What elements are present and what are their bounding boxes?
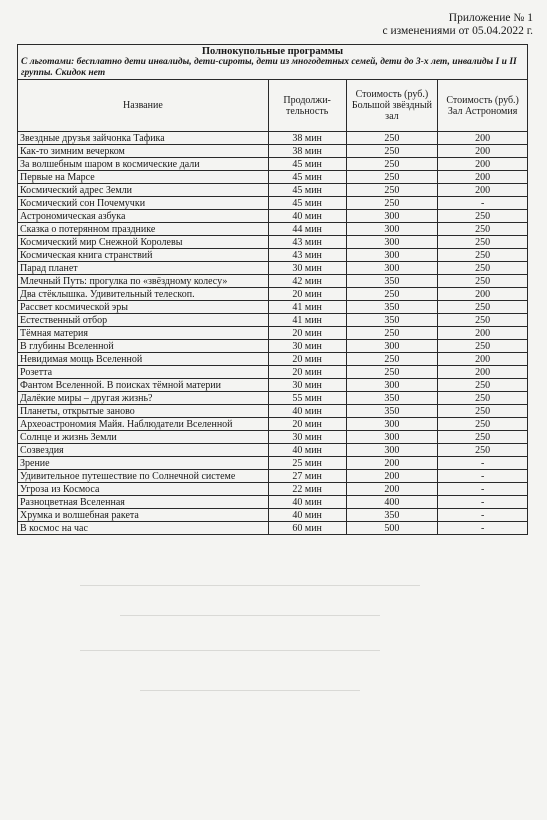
table-row — [18, 197, 528, 210]
duration-cell: 41 мин — [268, 301, 346, 314]
table-row — [18, 249, 528, 262]
duration-cell: 38 мин — [268, 145, 346, 158]
price-big-hall-cell: 350 — [346, 392, 438, 405]
price-big-hall-cell: 250 — [346, 366, 438, 379]
table-row — [18, 353, 528, 366]
price-big-hall-cell: 300 — [346, 418, 438, 431]
price-big-hall-cell: 250 — [346, 327, 438, 340]
duration-cell: 45 мин — [268, 158, 346, 171]
duration-cell: 27 мин — [268, 470, 346, 483]
duration-cell: 30 мин — [268, 379, 346, 392]
price-big-hall-cell: 250 — [346, 158, 438, 171]
program-name-cell: Сказка о потерянном празднике — [18, 223, 269, 236]
price-astronomy-hall-cell: 200 — [438, 366, 528, 379]
price-big-hall-cell: 250 — [346, 171, 438, 184]
program-name-cell: Невидимая мощь Вселенной — [18, 353, 269, 366]
table-row — [18, 145, 528, 158]
program-name-cell: Разноцветная Вселенная — [18, 496, 269, 509]
table-row — [18, 483, 528, 496]
benefits-note: С льготами: бесплатно дети инвалиды, дети-сироты, дети из многодетных семей, дети до 3-х лет, инвалиды I и II группы. Скидок нет — [21, 57, 517, 78]
program-name-cell: Звездные друзья зайчонка Тафика — [18, 132, 269, 145]
price-astronomy-hall-cell: 200 — [438, 158, 528, 171]
price-big-hall-cell: 400 — [346, 496, 438, 509]
table-row — [18, 496, 528, 509]
duration-cell: 41 мин — [268, 314, 346, 327]
price-big-hall-cell: 300 — [346, 444, 438, 457]
price-astronomy-hall-cell: 250 — [438, 444, 528, 457]
price-big-hall-cell: 500 — [346, 522, 438, 535]
program-name-cell: Парад планет — [18, 262, 269, 275]
program-name-cell: Астрономическая азбука — [18, 210, 269, 223]
price-big-hall-cell: 300 — [346, 210, 438, 223]
price-big-hall-cell: 350 — [346, 301, 438, 314]
price-astronomy-hall-cell: 200 — [438, 171, 528, 184]
price-astronomy-hall-cell: 200 — [438, 288, 528, 301]
price-big-hall-cell: 250 — [346, 132, 438, 145]
appendix-label: Приложение № 1 — [448, 12, 533, 24]
bleed-through-line — [140, 690, 360, 691]
table-row — [18, 522, 528, 535]
price-astronomy-hall-cell: 200 — [438, 327, 528, 340]
program-name-cell: Планеты, открытые заново — [18, 405, 269, 418]
program-name-cell: В глубины Вселенной — [18, 340, 269, 353]
revision-label: с изменениями от 05.04.2022 г. — [382, 25, 533, 37]
price-astronomy-hall-cell: - — [438, 483, 528, 496]
price-astronomy-hall-cell: 250 — [438, 236, 528, 249]
duration-cell: 44 мин — [268, 223, 346, 236]
program-name-cell: Зрение — [18, 457, 269, 470]
table-row — [18, 288, 528, 301]
price-astronomy-hall-cell: 200 — [438, 145, 528, 158]
table-row — [18, 418, 528, 431]
table-row — [18, 236, 528, 249]
duration-cell: 55 мин — [268, 392, 346, 405]
price-astronomy-hall-cell: - — [438, 197, 528, 210]
program-name-cell: Как-то зимним вечерком — [18, 145, 269, 158]
price-astronomy-hall-cell: 250 — [438, 262, 528, 275]
program-name-cell: Солнце и жизнь Земли — [18, 431, 269, 444]
price-astronomy-hall-cell: 250 — [438, 431, 528, 444]
col-header-price-big-hall: Стоимость (руб.) Большой звёздный зал — [346, 80, 438, 132]
duration-cell: 20 мин — [268, 418, 346, 431]
duration-cell: 43 мин — [268, 236, 346, 249]
program-name-cell: Угроза из Космоса — [18, 483, 269, 496]
duration-cell: 42 мин — [268, 275, 346, 288]
program-name-cell: Космический сон Почемучки — [18, 197, 269, 210]
duration-cell: 20 мин — [268, 288, 346, 301]
price-big-hall-cell: 300 — [346, 431, 438, 444]
program-name-cell: Розетта — [18, 366, 269, 379]
table-row — [18, 457, 528, 470]
program-name-cell: Фантом Вселенной. В поисках тёмной материи — [18, 379, 269, 392]
duration-cell: 40 мин — [268, 496, 346, 509]
price-big-hall-cell: 300 — [346, 223, 438, 236]
table-row — [18, 405, 528, 418]
bleed-through-line — [80, 585, 420, 586]
table-row — [18, 275, 528, 288]
table-caption — [18, 45, 528, 80]
price-astronomy-hall-cell: 250 — [438, 418, 528, 431]
price-astronomy-hall-cell: - — [438, 457, 528, 470]
program-name-cell: Хрумка и волшебная ракета — [18, 509, 269, 522]
bleed-through-line — [120, 615, 380, 616]
price-astronomy-hall-cell: 250 — [438, 210, 528, 223]
price-astronomy-hall-cell: 250 — [438, 340, 528, 353]
table-row — [18, 444, 528, 457]
price-big-hall-cell: 250 — [346, 184, 438, 197]
duration-cell: 40 мин — [268, 509, 346, 522]
program-name-cell: Космическая книга странствий — [18, 249, 269, 262]
price-astronomy-hall-cell: 250 — [438, 392, 528, 405]
document-header — [383, 12, 533, 38]
price-astronomy-hall-cell: 250 — [438, 275, 528, 288]
program-name-cell: За волшебным шаром в космические дали — [18, 158, 269, 171]
price-big-hall-cell: 250 — [346, 288, 438, 301]
price-astronomy-hall-cell: 250 — [438, 314, 528, 327]
program-name-cell: Космический мир Снежной Королевы — [18, 236, 269, 249]
duration-cell: 22 мин — [268, 483, 346, 496]
price-astronomy-hall-cell: 200 — [438, 132, 528, 145]
price-astronomy-hall-cell: - — [438, 522, 528, 535]
table-row — [18, 509, 528, 522]
table-row — [18, 171, 528, 184]
price-big-hall-cell: 250 — [346, 145, 438, 158]
price-astronomy-hall-cell: - — [438, 470, 528, 483]
duration-cell: 20 мин — [268, 327, 346, 340]
program-name-cell: Млечный Путь: прогулка по «звёздному колесу» — [18, 275, 269, 288]
program-name-cell: Естественный отбор — [18, 314, 269, 327]
table-row — [18, 301, 528, 314]
price-big-hall-cell: 300 — [346, 340, 438, 353]
price-big-hall-cell: 300 — [346, 379, 438, 392]
price-astronomy-hall-cell: 200 — [438, 184, 528, 197]
duration-cell: 30 мин — [268, 340, 346, 353]
duration-cell: 60 мин — [268, 522, 346, 535]
table-row — [18, 210, 528, 223]
program-name-cell: Удивительное путешествие по Солнечной системе — [18, 470, 269, 483]
table-row — [18, 392, 528, 405]
table-row — [18, 379, 528, 392]
program-name-cell: Первые на Марсе — [18, 171, 269, 184]
col-header-name: Название — [18, 80, 269, 132]
duration-cell: 45 мин — [268, 184, 346, 197]
price-big-hall-cell: 200 — [346, 457, 438, 470]
duration-cell: 25 мин — [268, 457, 346, 470]
table-row — [18, 158, 528, 171]
price-astronomy-hall-cell: 250 — [438, 223, 528, 236]
duration-cell: 40 мин — [268, 405, 346, 418]
price-big-hall-cell: 350 — [346, 405, 438, 418]
price-big-hall-cell: 350 — [346, 509, 438, 522]
table-row — [18, 132, 528, 145]
price-big-hall-cell: 350 — [346, 275, 438, 288]
duration-cell: 40 мин — [268, 210, 346, 223]
price-astronomy-hall-cell: - — [438, 496, 528, 509]
programs-table — [17, 44, 528, 535]
duration-cell: 45 мин — [268, 197, 346, 210]
price-big-hall-cell: 250 — [346, 197, 438, 210]
program-name-cell: Археоастрономия Майя. Наблюдатели Вселенной — [18, 418, 269, 431]
program-name-cell: Созвездия — [18, 444, 269, 457]
price-big-hall-cell: 350 — [346, 314, 438, 327]
price-astronomy-hall-cell: 250 — [438, 249, 528, 262]
duration-cell: 43 мин — [268, 249, 346, 262]
duration-cell: 38 мин — [268, 132, 346, 145]
table-row — [18, 470, 528, 483]
table-row — [18, 340, 528, 353]
price-big-hall-cell: 300 — [346, 249, 438, 262]
col-header-duration: Продолжи-тельность — [268, 80, 346, 132]
table-row — [18, 431, 528, 444]
duration-cell: 20 мин — [268, 366, 346, 379]
price-big-hall-cell: 300 — [346, 236, 438, 249]
price-astronomy-hall-cell: 250 — [438, 301, 528, 314]
price-astronomy-hall-cell: - — [438, 509, 528, 522]
price-big-hall-cell: 300 — [346, 262, 438, 275]
col-header-price-astronomy-hall: Стоимость (руб.) Зал Астрономия — [438, 80, 528, 132]
table-row — [18, 262, 528, 275]
price-astronomy-hall-cell: 200 — [438, 353, 528, 366]
program-name-cell: Далёкие миры – другая жизнь? — [18, 392, 269, 405]
program-name-cell: Рассвет космической эры — [18, 301, 269, 314]
duration-cell: 45 мин — [268, 171, 346, 184]
table-row — [18, 223, 528, 236]
duration-cell: 30 мин — [268, 262, 346, 275]
table-row — [18, 327, 528, 340]
table-row — [18, 184, 528, 197]
program-name-cell: Космический адрес Земли — [18, 184, 269, 197]
bleed-through-line — [80, 650, 380, 651]
price-big-hall-cell: 200 — [346, 470, 438, 483]
table-title: Полнокупольные программы — [201, 46, 344, 57]
price-big-hall-cell: 200 — [346, 483, 438, 496]
duration-cell: 20 мин — [268, 353, 346, 366]
program-name-cell: В космос на час — [18, 522, 269, 535]
program-name-cell: Тёмная материя — [18, 327, 269, 340]
table-row — [18, 366, 528, 379]
price-big-hall-cell: 250 — [346, 353, 438, 366]
table-row — [18, 314, 528, 327]
duration-cell: 30 мин — [268, 431, 346, 444]
table-body — [18, 132, 528, 535]
duration-cell: 40 мин — [268, 444, 346, 457]
price-astronomy-hall-cell: 250 — [438, 405, 528, 418]
price-astronomy-hall-cell: 250 — [438, 379, 528, 392]
program-name-cell: Два стёклышка. Удивительный телескоп. — [18, 288, 269, 301]
